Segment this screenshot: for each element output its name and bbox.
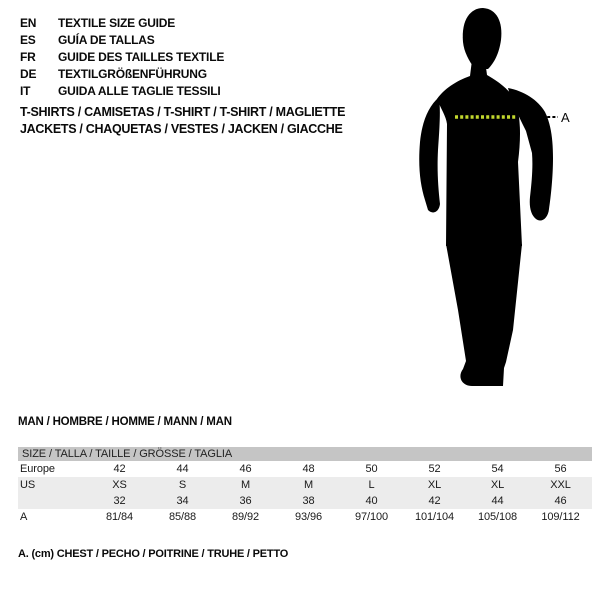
man-silhouette — [400, 0, 600, 390]
size-cell: 101/104 — [414, 511, 455, 523]
silhouette-legs — [446, 244, 522, 386]
language-label: GUIDE DES TAILLES TEXTILE — [58, 49, 225, 64]
category-jackets: JACKETS / CHAQUETAS / VESTES / JACKEN / GIACCHE — [20, 122, 343, 136]
size-cell: 32 — [113, 495, 126, 507]
man-silhouette-figure — [400, 0, 600, 390]
size-cell: 42 — [113, 463, 126, 475]
category-tshirts: T-SHIRTS / CAMISETAS / T-SHIRT / T-SHIRT / MAGLIETTE — [20, 105, 346, 119]
size-cell: 89/92 — [231, 511, 260, 523]
size-cell: 50 — [365, 463, 378, 475]
table-row-uk — [18, 493, 592, 509]
language-label: TEXTILGRÖßENFÜHRUNG — [58, 66, 207, 81]
size-table-header: SIZE / TALLA / TAILLE / GRÖSSE / TAGLIA — [18, 447, 592, 461]
size-cell: M — [240, 479, 251, 491]
size-cell: L — [368, 479, 375, 491]
language-label: GUIDA ALLE TAGLIE TESSILI — [58, 83, 221, 98]
size-cell: 44 — [176, 463, 189, 475]
size-cell: XXL — [550, 479, 571, 491]
garment-categories — [20, 105, 345, 139]
measurement-footnote: A. (cm) CHEST / PECHO / POITRINE / TRUHE / PETTO — [18, 548, 289, 560]
silhouette-torso — [437, 60, 522, 246]
language-code: IT — [20, 83, 31, 98]
table-row-us — [18, 477, 592, 493]
size-cell: 81/84 — [105, 511, 134, 523]
size-cell: 44 — [491, 495, 504, 507]
size-cell: 52 — [428, 463, 441, 475]
size-cell: XL — [490, 479, 505, 491]
size-cell: 46 — [239, 463, 252, 475]
size-cell: XL — [427, 479, 442, 491]
size-cell: S — [178, 479, 187, 491]
size-cell: 36 — [239, 495, 252, 507]
size-cell: 38 — [302, 495, 315, 507]
language-code: ES — [20, 32, 36, 47]
size-cell: 34 — [176, 495, 189, 507]
row-label: US — [20, 479, 36, 491]
size-cell: 46 — [554, 495, 567, 507]
language-row-en — [20, 14, 224, 31]
language-label: TEXTILE SIZE GUIDE — [58, 15, 176, 30]
size-cell: 93/96 — [294, 511, 323, 523]
row-label: Europe — [20, 463, 55, 475]
size-cell: 48 — [302, 463, 315, 475]
section-title-man: MAN / HOMBRE / HOMME / MANN / MAN — [18, 416, 232, 428]
size-cell: M — [303, 479, 314, 491]
language-code: DE — [20, 66, 37, 81]
language-row-fr — [20, 48, 224, 65]
language-row-it — [20, 82, 224, 99]
measure-label-a: A — [561, 110, 570, 125]
language-code: FR — [20, 49, 36, 64]
row-label: A — [20, 511, 28, 523]
language-label: GUÍA DE TALLAS — [58, 32, 155, 47]
size-cell: 54 — [491, 463, 504, 475]
size-table — [18, 447, 592, 525]
size-cell: 42 — [428, 495, 441, 507]
size-cell: 105/108 — [477, 511, 518, 523]
table-row-europe — [18, 461, 592, 477]
size-cell: 97/100 — [354, 511, 389, 523]
silhouette-left-arm — [419, 97, 440, 212]
size-cell: 40 — [365, 495, 378, 507]
language-code: EN — [20, 15, 37, 30]
size-cell: XS — [112, 479, 127, 491]
size-cell: 109/112 — [541, 511, 580, 523]
size-cell: 85/88 — [168, 511, 197, 523]
language-row-de — [20, 65, 224, 82]
size-cell: 56 — [554, 463, 567, 475]
language-list — [20, 14, 224, 99]
language-row-es — [20, 31, 224, 48]
silhouette-head — [463, 8, 502, 69]
table-row-chest-a — [18, 509, 592, 525]
